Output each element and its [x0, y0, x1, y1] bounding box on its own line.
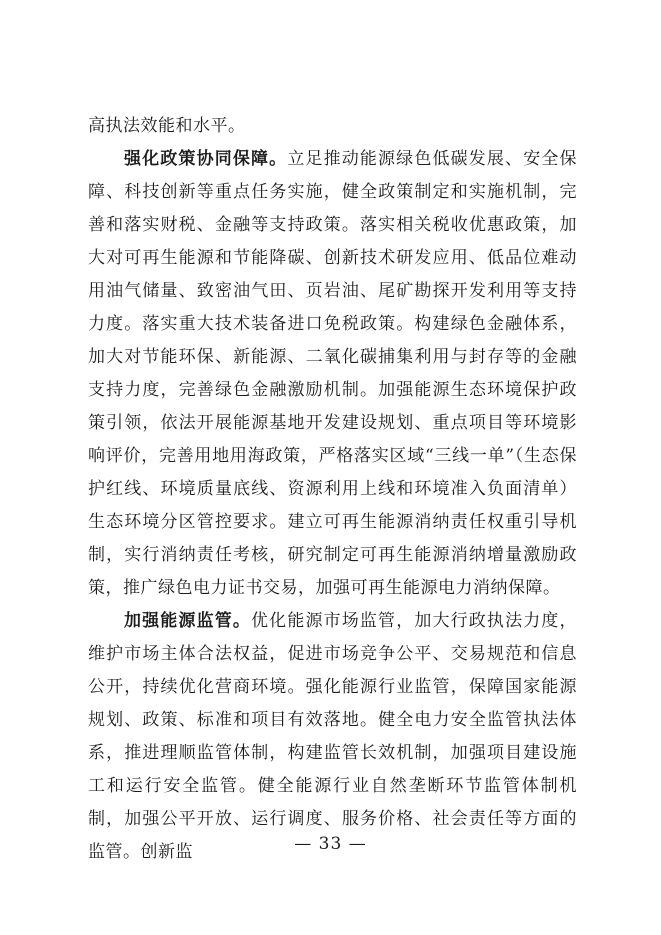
- document-body: [88, 110, 577, 869]
- paragraph-text: 高执法效能和水平。: [88, 116, 246, 136]
- paragraph-continuation: [88, 110, 577, 143]
- paragraph-lead: 强化政策协同保障。: [124, 149, 288, 169]
- paragraph-lead: 加强能源监管。: [124, 611, 252, 631]
- paragraph-energy-regulation: [88, 605, 577, 869]
- paragraph-text: 优化能源市场监管，加大行政执法力度，维护市场主体合法权益，促进市场竞争公平、交易规范和信息公开，持续优化营商环境。强化能源行业监管，保障国家能源规划、政策、标准和项目有效落地。健全电力安全监管执法体系，推进理顺监管体制，构建监管长效机制，加强项目建设施工和运行安全监管。健全能源行业自然垄断环节监管体制机制，加强公平开放、运行调度、服务价格、社会责任等方面的监管。创新监: [88, 611, 578, 862]
- page-number: — 33 —: [294, 834, 367, 854]
- paragraph-policy-support: [88, 143, 577, 605]
- paragraph-text: 立足推动能源绿色低碳发展、安全保障、科技创新等重点任务实施，健全政策制定和实施机制，完善和落实财税、金融等支持政策。落实相关税收优惠政策，加大对可再生能源和节能降碳、创新技术研发应用、低品位难动用油气储量、致密油气田、页岩油、尾矿勘探开发利用等支持力度。落实重大技术装备进口免税政策。构建绿色金融体系，加大对节能环保、新能源、二氧化碳捕集利用与封存等的金融支持力度，完善绿色金融激励机制。加强能源生态环境保护政策引领，依法开展能源基地开发建设规划、重点项目等环境影响评价，完善用地用海政策，严格落实区域“三线一单”（生态保护红线、环境质量底线、资源利用上线和环境准入负面清单）生态环境分区管控要求。建立可再生能源消纳责任权重引导机制，实行消纳责任考核，研究制定可再生能源消纳增量激励政策，推广绿色电力证书交易，加强可再生能源电力消纳保障。: [88, 149, 577, 598]
